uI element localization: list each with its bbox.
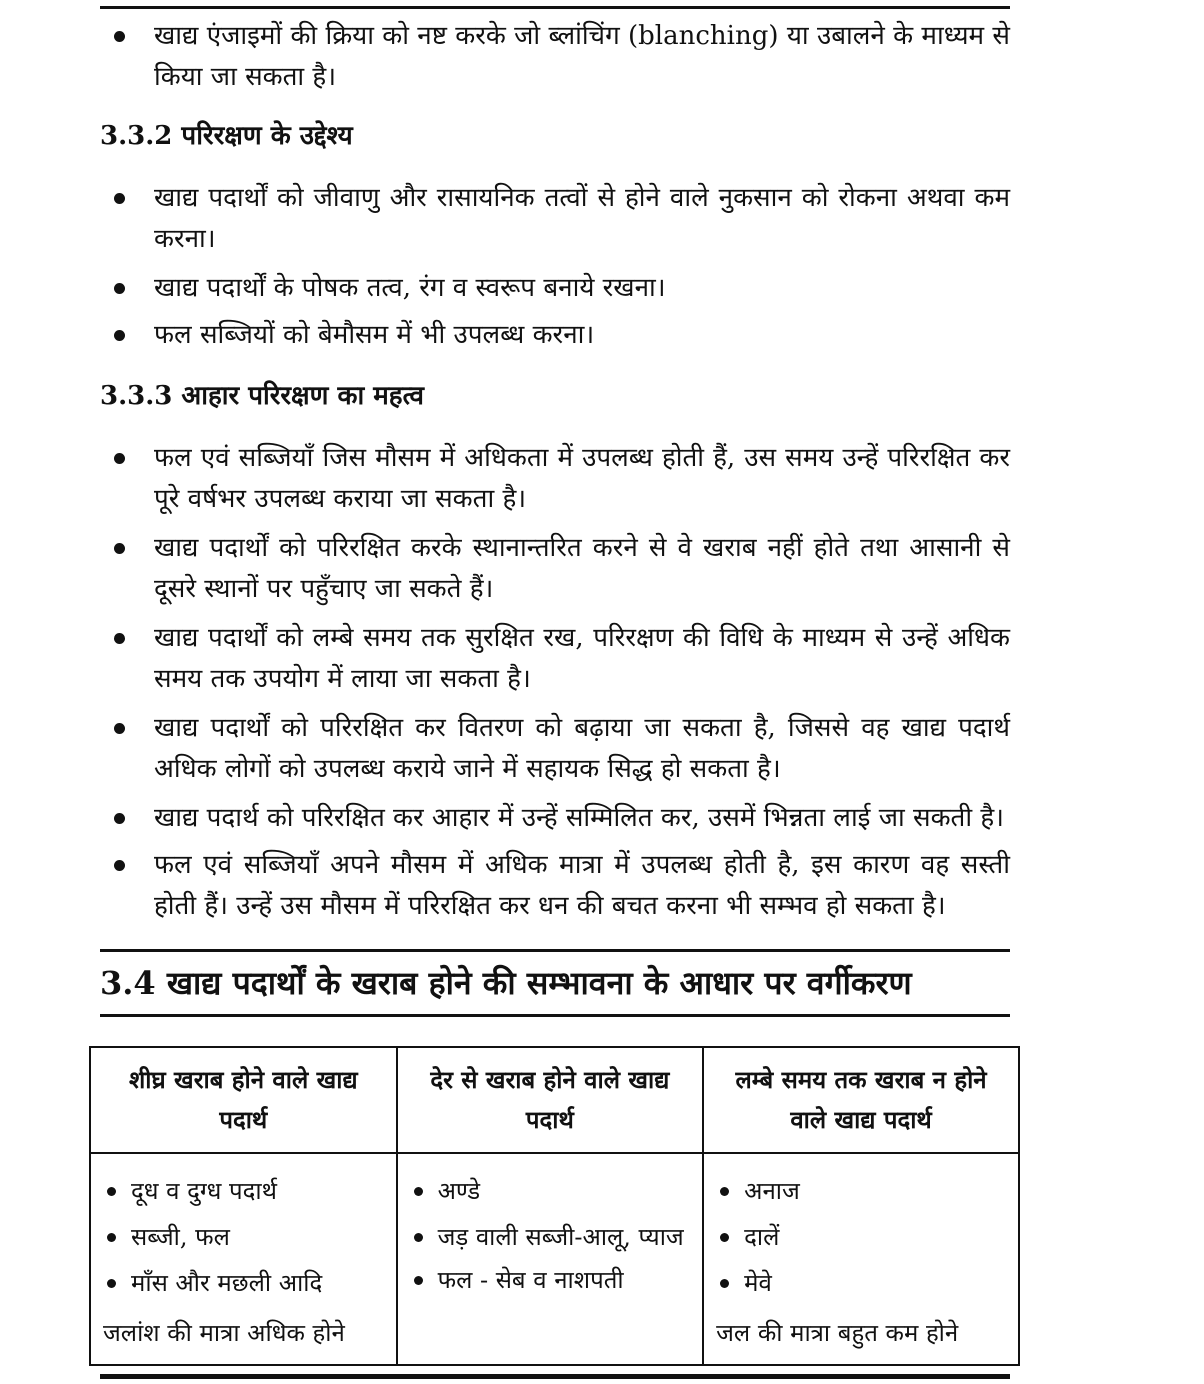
- list-item: [100, 528, 1010, 610]
- table-header-row: [90, 1047, 1019, 1153]
- bullet-icon: [114, 193, 125, 204]
- list-item: [716, 1260, 1008, 1306]
- list-item-text: दूध व दुग्ध पदार्थ: [131, 1177, 277, 1205]
- list-item: [410, 1214, 693, 1257]
- column-header: लम्बे समय तक खराब न होने वाले खाद्य पदार्थ: [703, 1047, 1019, 1153]
- list-item-text: खाद्य एंजाइमों की क्रिया को नष्ट करके जो ब्लांचिंग (blanching) या उबालने के माध्यम से किया जा सकता है।: [154, 21, 1010, 92]
- bullet-icon: [114, 723, 125, 734]
- list-item: [100, 845, 1010, 927]
- bullet-icon: [107, 1279, 116, 1288]
- list-item-text: खाद्य पदार्थ को परिरक्षित कर आहार में उन्हें सम्मिलित कर, उसमें भिन्नता लाई जा सकती है।: [154, 803, 1005, 833]
- list-item-text: अण्डे: [437, 1177, 481, 1205]
- list-item-text: खाद्य पदार्थों को परिरक्षित करके स्थानान्तरित करने से वे खराब नहीं होते तथा आसानी से दूसरे स्थानों पर पहुँचाए जा सकते हैं।: [154, 533, 1010, 604]
- section-heading-332: 3.3.2 परिरक्षण के उद्देश्य: [100, 121, 353, 151]
- bottom-rule: [100, 1374, 1010, 1379]
- top-rule: [100, 6, 1010, 9]
- section-heading-34: 3.4 खाद्य पदार्थों के खराब होने की सम्भावना के आधार पर वर्गीकरण: [100, 964, 912, 1002]
- bullet-icon: [114, 31, 125, 42]
- bullet-icon: [114, 633, 125, 644]
- bullet-icon: [414, 1187, 423, 1196]
- list-item: [103, 1260, 386, 1306]
- list-item: [100, 268, 1010, 309]
- list-item: [103, 1214, 386, 1260]
- bullet-icon: [114, 283, 125, 294]
- section-heading-333: 3.3.3 आहार परिरक्षण का महत्व: [100, 381, 424, 411]
- list-item: [103, 1168, 386, 1214]
- list-item-text: खाद्य पदार्थों के पोषक तत्व, रंग व स्वरूप बनाये रखना।: [154, 273, 666, 303]
- list-item-text: फल सब्जियों को बेमौसम में भी उपलब्ध करना।: [154, 320, 595, 350]
- column-header: देर से खराब होने वाले खाद्य पदार्थ: [397, 1047, 704, 1153]
- bullet-icon: [114, 453, 125, 464]
- bullet-icon: [114, 330, 125, 341]
- list-item-text: अनाज: [744, 1177, 800, 1205]
- list-item: [410, 1168, 693, 1214]
- classification-table: [89, 1046, 1020, 1366]
- list-item: [716, 1214, 1008, 1260]
- list-item: [100, 708, 1010, 790]
- bullet-icon: [107, 1187, 116, 1196]
- list-item-text: खाद्य पदार्थों को जीवाणु और रासायनिक तत्वों से होने वाले नुकसान को रोकना अथवा कम करना।: [154, 183, 1010, 254]
- bullet-icon: [114, 813, 125, 824]
- list-item: [100, 16, 1010, 98]
- table-row: [90, 1153, 1019, 1365]
- cell-note: जलांश की मात्रा अधिक होने: [103, 1319, 345, 1347]
- table-cell-semi-perishable: [397, 1153, 704, 1365]
- list-item-text: जड़ वाली सब्जी-आलू, प्याज: [437, 1223, 684, 1251]
- heading-rule-bottom: [100, 1014, 1010, 1017]
- list-item: [716, 1168, 1008, 1214]
- list-item: [100, 618, 1010, 700]
- list-item-text: माँस और मछली आदि: [131, 1269, 323, 1297]
- heading-rule-top: [100, 949, 1010, 952]
- list-item: [100, 315, 1010, 356]
- bullet-icon: [107, 1233, 116, 1242]
- list-item: [410, 1257, 693, 1303]
- list-item: [100, 438, 1010, 520]
- list-item-text: फल एवं सब्जियाँ जिस मौसम में अधिकता में उपलब्ध होती हैं, उस समय उन्हें परिरक्षित कर पूरे वर्षभर उपलब्ध कराया जा सकता है।: [154, 443, 1010, 514]
- bullet-icon: [720, 1279, 729, 1288]
- bullet-icon: [720, 1187, 729, 1196]
- table-cell-non-perishable: [703, 1153, 1019, 1365]
- cell-note: जल की मात्रा बहुत कम होने: [716, 1319, 959, 1347]
- table-cell-perishable: [90, 1153, 397, 1365]
- list-item: [100, 178, 1010, 260]
- bullet-icon: [720, 1233, 729, 1242]
- list-item-text: फल एवं सब्जियाँ अपने मौसम में अधिक मात्रा में उपलब्ध होती है, इस कारण वह सस्ती होती हैं। उन्हें उस मौसम में परिरक्षित कर धन की बचत करना भी सम्भव हो सकता है।: [154, 850, 1010, 921]
- column-header: शीघ्र खराब होने वाले खाद्य पदार्थ: [90, 1047, 397, 1153]
- list-item-text: फल - सेब व नाशपती: [437, 1266, 624, 1294]
- bullet-icon: [114, 543, 125, 554]
- list-item-text: सब्जी, फल: [131, 1223, 230, 1251]
- page-content: [100, 16, 1010, 1017]
- bullet-icon: [414, 1276, 423, 1285]
- list-item-text: दालें: [744, 1223, 780, 1251]
- bullet-icon: [414, 1233, 423, 1242]
- list-item-text: खाद्य पदार्थों को लम्बे समय तक सुरक्षित रख, परिरक्षण की विधि के माध्यम से उन्हें अधिक समय तक उपयोग में लाया जा सकता है।: [154, 623, 1010, 694]
- list-item-text: खाद्य पदार्थों को परिरक्षित कर वितरण को बढ़ाया जा सकता है, जिससे वह खाद्य पदार्थ अधिक लोगों को उपलब्ध कराये जाने में सहायक सिद्ध हो सकता है।: [154, 713, 1010, 784]
- bullet-icon: [114, 860, 125, 871]
- list-item: [100, 798, 1010, 839]
- list-item-text: मेवे: [744, 1269, 772, 1297]
